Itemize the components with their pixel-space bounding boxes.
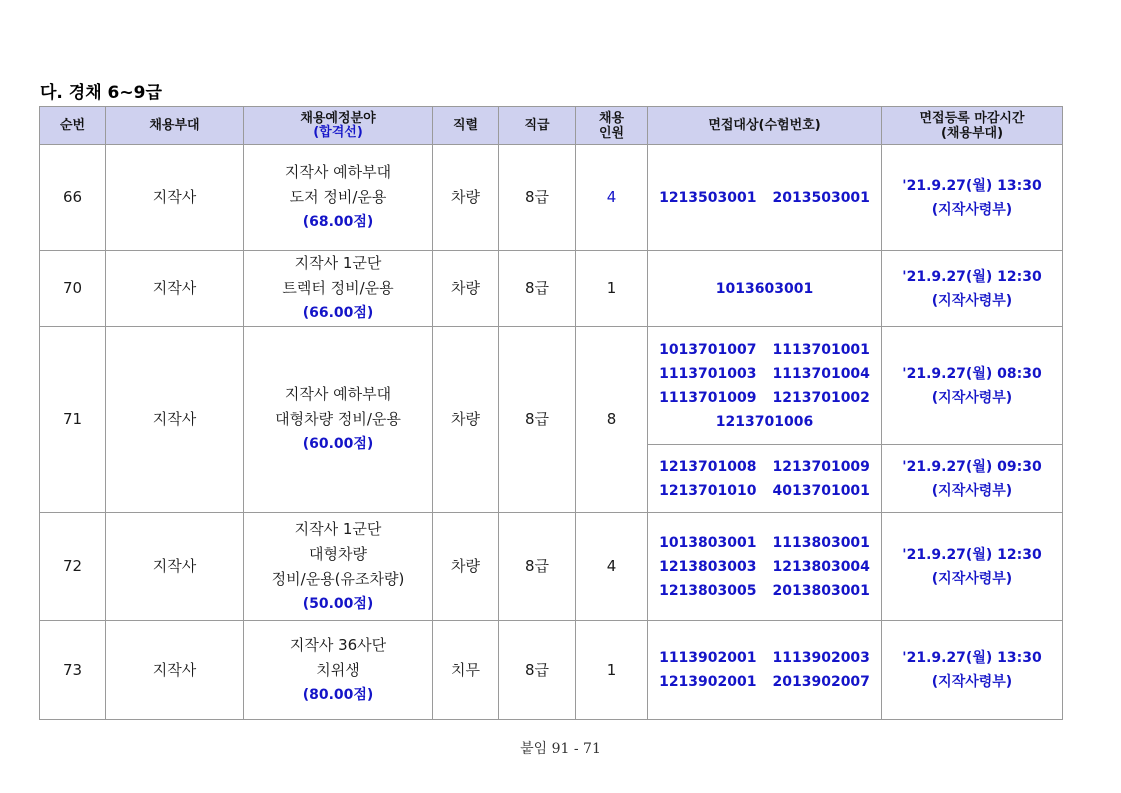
cell-count: 4: [576, 145, 648, 251]
cell-exam-numbers: [648, 251, 882, 327]
header-deadline-line1: 면접등록 마감시간: [919, 110, 1025, 126]
cell-branch: 차량: [433, 327, 499, 513]
cell-exam-numbers: [648, 513, 882, 621]
cell-branch: 차량: [433, 145, 499, 251]
exam-number: 1213803005: [659, 582, 757, 599]
exam-number-line: [650, 277, 879, 301]
exam-number: 1213902001: [659, 674, 757, 690]
exam-number-line: [650, 646, 879, 670]
table-row: [40, 621, 1063, 720]
exam-number: 1013603001: [715, 280, 814, 297]
cell-branch: 차량: [433, 513, 499, 621]
cell-deadline: [882, 327, 1063, 445]
cell-deadline: [882, 445, 1063, 513]
header-deadline-line2: (채용부대): [940, 125, 1004, 141]
exam-number: 1113902003: [772, 650, 870, 666]
cell-field: [244, 145, 433, 251]
cell-exam-numbers: [648, 327, 882, 445]
cell-count: 4: [576, 513, 648, 621]
exam-number: 1113902001: [659, 650, 757, 666]
header-count: [576, 107, 648, 145]
exam-number-line: [650, 531, 879, 555]
cell-unit: 지작사: [106, 621, 244, 720]
header-seq: 순번: [40, 107, 106, 145]
header-field-sub: (합격선): [313, 125, 363, 140]
deadline-time: '21.9.27(월) 08:30: [902, 365, 1042, 382]
exam-number-line: [650, 362, 879, 386]
exam-number-line: [650, 479, 879, 503]
cell-unit: 지작사: [106, 145, 244, 251]
exam-number-line: [650, 338, 879, 362]
cell-grade: 8급: [499, 621, 576, 720]
header-count-line2: 인원: [598, 125, 625, 141]
exam-number-line: [650, 555, 879, 579]
deadline-time: '21.9.27(월) 12:30: [902, 268, 1042, 285]
cell-exam-numbers: [648, 621, 882, 720]
cell-field: [244, 621, 433, 720]
exam-number: 1013803001: [659, 534, 757, 551]
table-row: [40, 145, 1063, 251]
cell-unit: 지작사: [106, 251, 244, 327]
cell-deadline: [882, 251, 1063, 327]
recruitment-table: [39, 106, 1063, 720]
field-line: 정비/운용(유조차량): [271, 569, 405, 588]
exam-number: 2013902007: [772, 674, 870, 690]
exam-number-line: [650, 579, 879, 603]
exam-number: 1213803004: [772, 558, 870, 575]
cell-exam-numbers: [648, 145, 882, 251]
exam-number: 2013503001: [772, 189, 870, 206]
cell-count: 8: [576, 327, 648, 513]
cell-exam-numbers: [648, 445, 882, 513]
cell-grade: 8급: [499, 145, 576, 251]
cell-branch: 차량: [433, 251, 499, 327]
deadline-time: '21.9.27(월) 09:30: [902, 458, 1042, 475]
exam-number: 1213701002: [772, 389, 870, 406]
header-field: [244, 107, 433, 145]
exam-number: 1113701009: [659, 389, 757, 406]
exam-number-line: [650, 670, 879, 694]
exam-number-line: [650, 455, 879, 479]
exam-number: 1213503001: [659, 189, 757, 206]
cell-seq: 70: [40, 251, 106, 327]
exam-number: 1213701009: [772, 458, 870, 475]
section-title: 다. 경채 6~9급: [40, 83, 162, 103]
deadline-unit: (지작사령부): [931, 674, 1013, 690]
cell-grade: 8급: [499, 327, 576, 513]
exam-number-line: [650, 386, 879, 410]
exam-number: 2013803001: [772, 582, 870, 599]
header-branch: 직렬: [433, 107, 499, 145]
exam-number: 1213701010: [659, 482, 757, 499]
header-interview: 면접대상(수험번호): [648, 107, 882, 145]
cell-unit: 지작사: [106, 327, 244, 513]
passing-score: (60.00점): [302, 436, 374, 452]
cell-seq: 72: [40, 513, 106, 621]
passing-score: (80.00점): [302, 686, 374, 703]
passing-score: (50.00점): [302, 595, 374, 612]
field-line: 지작사 36사단: [289, 635, 387, 654]
header-field-label: 채용예정분야: [300, 111, 376, 126]
table-row: [40, 327, 1063, 445]
header-count-line1: 채용: [598, 110, 625, 126]
exam-number: 1213803003: [659, 558, 757, 575]
table-row: [40, 513, 1063, 621]
cell-unit: 지작사: [106, 513, 244, 621]
deadline-unit: (지작사령부): [931, 570, 1013, 587]
deadline-unit: (지작사령부): [931, 482, 1013, 499]
field-line: 도저 정비/운용: [289, 188, 387, 206]
deadline-time: '21.9.27(월) 13:30: [902, 177, 1042, 194]
table-row: [40, 251, 1063, 327]
field-line: 지작사 예하부대: [284, 385, 392, 403]
exam-number: 1013701007: [659, 341, 757, 358]
header-grade: 직급: [499, 107, 576, 145]
field-line: 지작사 1군단: [294, 519, 382, 538]
deadline-unit: (지작사령부): [931, 292, 1013, 309]
cell-branch: 치무: [433, 621, 499, 720]
exam-number: 1213701008: [659, 458, 757, 475]
exam-number: 1213701006: [715, 413, 814, 430]
table-header-row: [40, 107, 1063, 145]
exam-number: 1113803001: [772, 534, 870, 551]
cell-seq: 66: [40, 145, 106, 251]
passing-score: (68.00점): [302, 214, 374, 230]
field-line: 치위생: [316, 660, 360, 679]
exam-number-line: [650, 186, 879, 210]
header-unit: 채용부대: [106, 107, 244, 145]
header-deadline: [882, 107, 1063, 145]
cell-field: [244, 513, 433, 621]
passing-score: (66.00점): [302, 305, 374, 321]
cell-grade: 8급: [499, 251, 576, 327]
cell-deadline: [882, 145, 1063, 251]
cell-count: 1: [576, 621, 648, 720]
field-line: 트렉터 정비/운용: [282, 279, 394, 297]
exam-number: 1113701003: [659, 365, 757, 382]
cell-field: [244, 251, 433, 327]
deadline-unit: (지작사령부): [931, 201, 1013, 218]
exam-number: 4013701001: [772, 482, 870, 499]
deadline-time: '21.9.27(월) 12:30: [902, 546, 1042, 563]
exam-number: 1113701001: [772, 341, 870, 358]
field-line: 지작사 1군단: [294, 254, 382, 272]
field-line: 대형차량: [309, 544, 367, 563]
deadline-unit: (지작사령부): [931, 389, 1013, 406]
deadline-time: '21.9.27(월) 13:30: [902, 650, 1042, 666]
cell-seq: 73: [40, 621, 106, 720]
exam-number: 1113701004: [772, 365, 870, 382]
cell-field: [244, 327, 433, 513]
cell-grade: 8급: [499, 513, 576, 621]
field-line: 지작사 예하부대: [284, 163, 392, 181]
cell-count: 1: [576, 251, 648, 327]
exam-number-line: [650, 410, 879, 434]
table-body: [40, 145, 1063, 720]
cell-deadline: [882, 621, 1063, 720]
cell-seq: 71: [40, 327, 106, 513]
page-footer: 붙임 91 - 71: [520, 741, 601, 757]
cell-deadline: [882, 513, 1063, 621]
field-line: 대형차량 정비/운용: [275, 410, 401, 428]
